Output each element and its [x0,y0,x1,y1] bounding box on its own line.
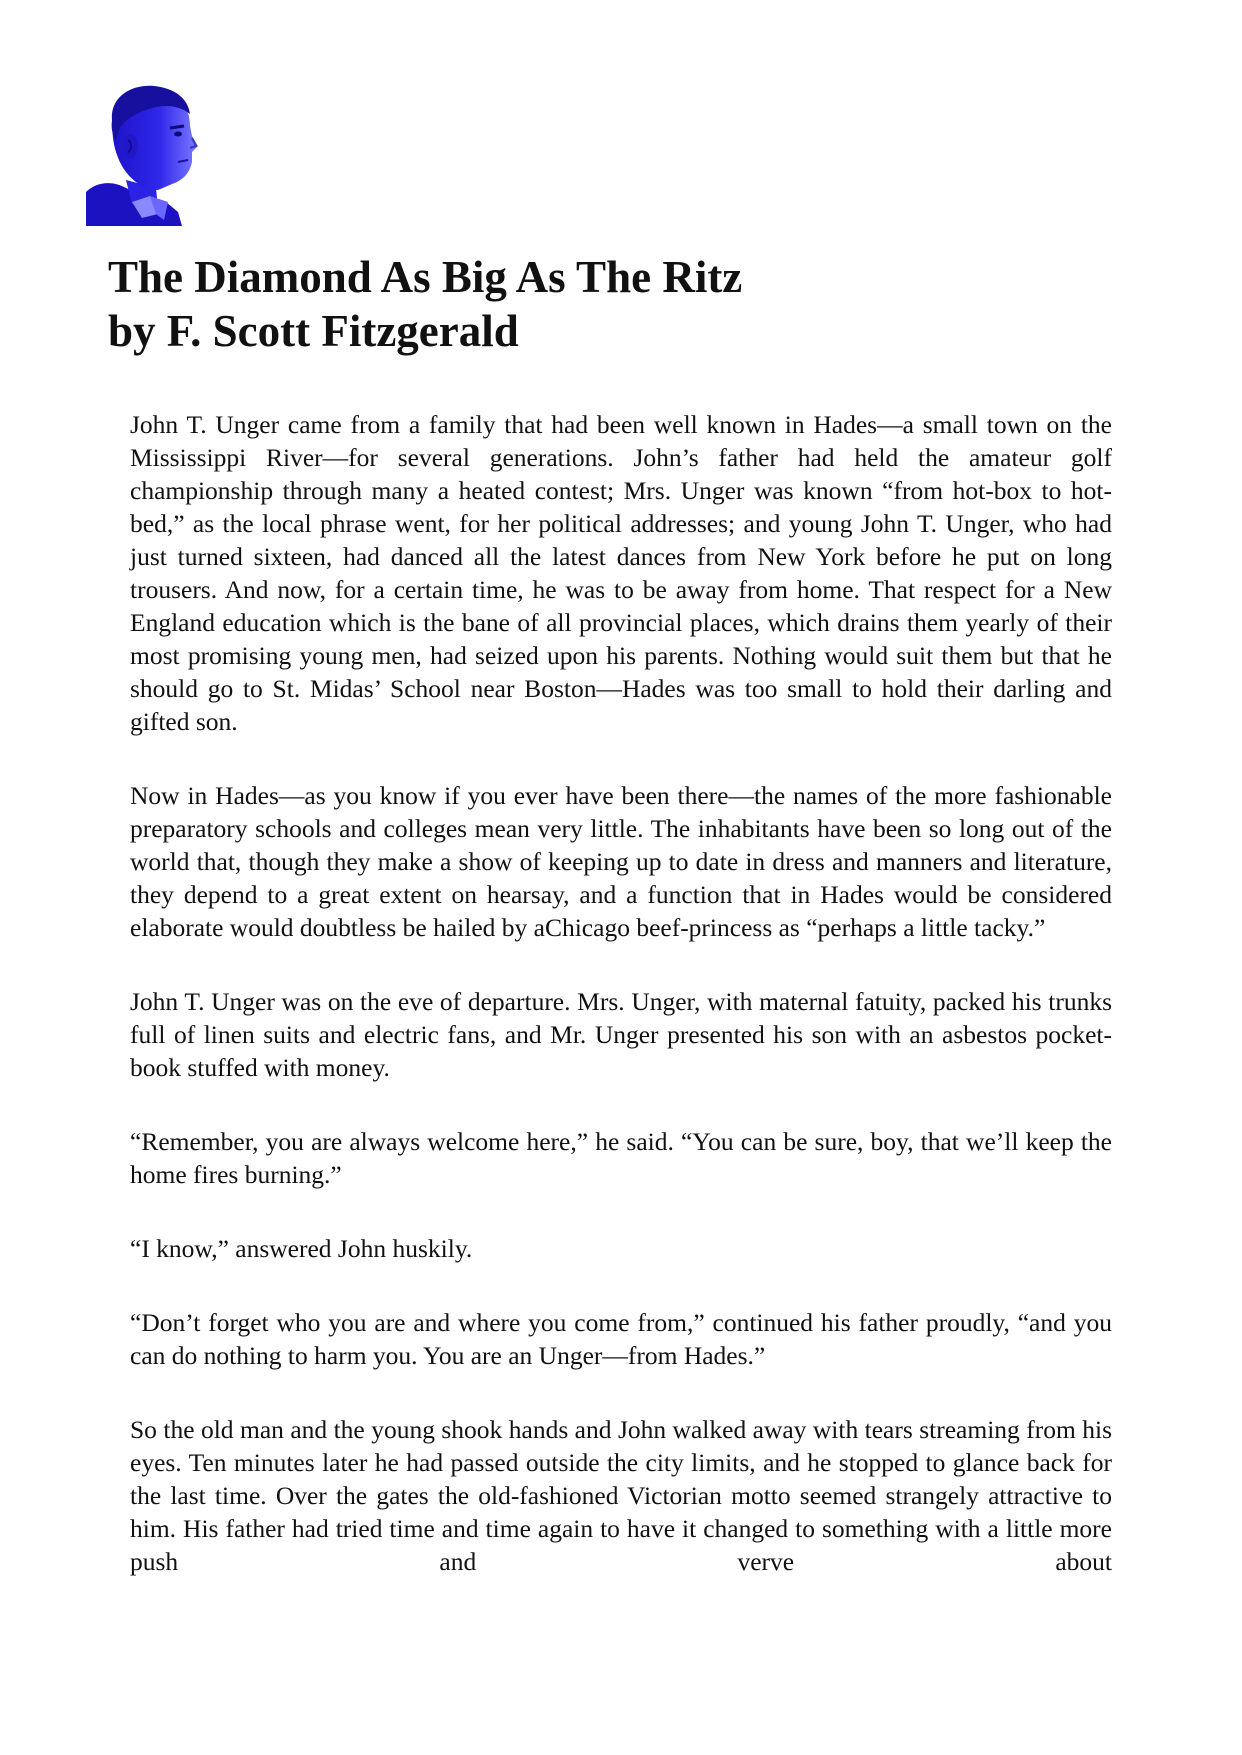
author-portrait-image [86,84,204,226]
paragraph: “Remember, you are always welcome here,” he said. “You can be sure, boy, that we’ll keep the home fires burning.” [130,1127,1112,1189]
paragraph: Now in Hades—as you know if you ever have been there—the names of the more fashionable preparatory schools and colleges mean very little. The inhabitants have been so long out of the world that, though they make a show of keeping up to date in dress and manners and literature, they depend to a great extent on hearsay, and a function that in Hades would be considered elaborate would doubtless be hailed by aChicago beef-princess as “perhaps a little tacky.” [130,781,1112,942]
title-block [108,250,1138,358]
story-text [130,408,1112,1578]
paragraph: “I know,” answered John huskily. [130,1234,473,1263]
author-portrait [86,84,204,226]
paragraph: “Don’t forget who you are and where you come from,” continued his father proudly, “and you can do nothing to harm you. You are an Unger—from Hades.” [130,1308,1112,1370]
paragraph: So the old man and the young shook hands and John walked away with tears streaming from his eyes. Ten minutes later he had passed outside the city limits, and he stopped to glance back for the last time. Over the gates the old-fashioned Victorian motto seemed strangely attractive to him. His father had tried time and time again to have it changed to something with a little more push and verve about [130,1415,1112,1576]
document-byline: by F. Scott Fitzgerald [108,306,519,356]
document-title: The Diamond As Big As The Ritz [108,252,743,302]
paragraph: John T. Unger came from a family that had been well known in Hades—a small town on the Mississippi River—for several generations. John’s father had held the amateur golf championship through many a heated contest; Mrs. Unger was known “from hot-box to hot-bed,” as the local phrase went, for her political addresses; and young John T. Unger, who had just turned sixteen, had danced all the latest dances from New York before he put on long trousers. And now, for a certain time, he was to be away from home. That respect for a New England education which is the bane of all provincial places, which drains them yearly of their most promising young men, had seized upon his parents. Nothing would suit them but that he should go to St. Midas’ School near Boston—Hades was too small to hold their darling and gifted son. [130,410,1112,736]
paragraph: John T. Unger was on the eve of departure. Mrs. Unger, with maternal fatuity, packed his trunks full of linen suits and electric fans, and Mr. Unger presented his son with an asbestos pocket-book stuffed with money. [130,987,1112,1082]
